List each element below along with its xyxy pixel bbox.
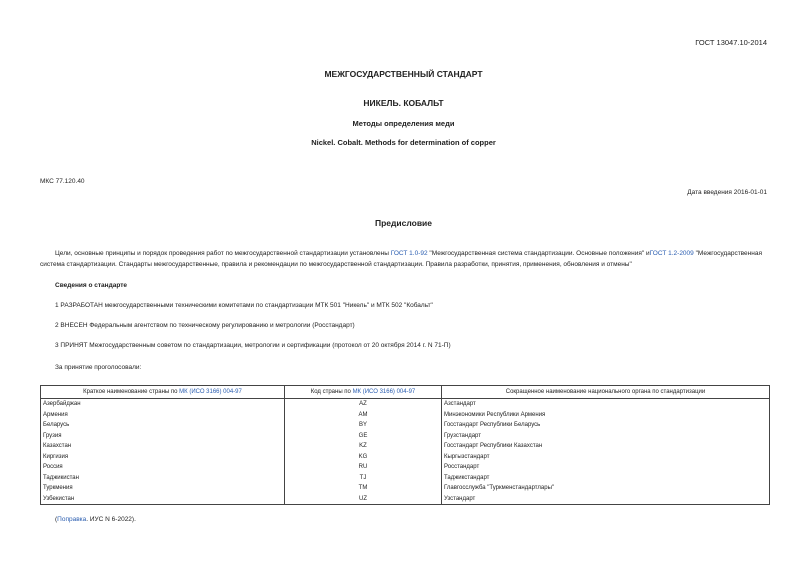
country-code-cell: AZ [285, 399, 442, 410]
para-text-1: Цели, основные принципы и порядок проведения работ по межгосударственной стандартизации установлены [55, 250, 391, 257]
col-national-body: Сокращенное наименование национального органа по стандартизации [442, 386, 770, 399]
table-header-row [41, 386, 770, 399]
country-code-cell: KZ [285, 441, 442, 452]
title-ru: НИКЕЛЬ. КОБАЛЬТ [363, 98, 444, 108]
mks-code: МКС 77.120.40 [40, 178, 85, 185]
table-row [41, 431, 770, 442]
voted-label: За принятие проголосовали: [55, 364, 142, 371]
national-body-cell: Главгосслужба "Туркменстандартлары" [442, 483, 770, 494]
country-name-cell: Киргизия [41, 452, 285, 463]
national-body-cell: Узстандарт [442, 494, 770, 505]
national-body-cell: Грузстандарт [442, 431, 770, 442]
intro-date: Дата введения 2016-01-01 [687, 189, 767, 196]
national-body-cell: Росстандарт [442, 462, 770, 473]
item-adopted: 3 ПРИНЯТ Межгосударственным советом по стандартизации, метрологии и сертификации (протокол от 20 октября 2014 г. N 71-П) [55, 342, 451, 349]
national-body-cell: Минэкономики Республики Армения [442, 410, 770, 421]
para-text-3: "Межгосударственная система стандартизации. Стандарты межгосударственные, правила и рекомендации по межгосударственной стандартизации. Правила разработки, принятия, применения, обновления и отмены" [40, 250, 762, 268]
country-name-cell: Россия [41, 462, 285, 473]
country-name-cell: Таджикистан [41, 473, 285, 484]
col2-label: Код страны по [310, 389, 353, 395]
preface-paragraph [40, 248, 770, 270]
table-row [41, 494, 770, 505]
table-row [41, 483, 770, 494]
national-body-cell: Госстандарт Республики Беларусь [442, 420, 770, 431]
item-developed: 1 РАЗРАБОТАН межгосударственными техническими комитетами по стандартизации МТК 501 "Никель" и МТК 502 "Кобальт" [55, 302, 433, 309]
national-body-cell: Азстандарт [442, 399, 770, 410]
preface-heading: Предисловие [374, 218, 433, 228]
mk-iso-link[interactable]: МК (ИСО 3166) 004-97 [352, 389, 416, 395]
col-country-name [41, 386, 285, 399]
country-code-cell: BY [285, 420, 442, 431]
national-body-cell: Госстандарт Республики Казахстан [442, 441, 770, 452]
country-code-cell: RU [285, 462, 442, 473]
table-row [41, 462, 770, 473]
country-name-cell: Азербайджан [41, 399, 285, 410]
countries-table [40, 385, 770, 505]
standard-type: МЕЖГОСУДАРСТВЕННЫЙ СТАНДАРТ [324, 69, 483, 79]
info-heading: Сведения о стандарте [55, 282, 128, 289]
country-name-cell: Грузия [41, 431, 285, 442]
item-submitted: 2 ВНЕСЕН Федеральным агентством по техническому регулированию и метрологии (Росстандарт) [55, 322, 355, 329]
gost-1-2-link[interactable]: ГОСТ 1.2-2009 [649, 250, 694, 257]
country-name-cell: Казахстан [41, 441, 285, 452]
correction-note [55, 516, 136, 523]
title-en: Nickel. Cobalt. Methods for determination of copper [311, 138, 496, 147]
col1-label: Краткое наименование страны по [83, 389, 180, 395]
country-code-cell: TJ [285, 473, 442, 484]
country-name-cell: Узбекистан [41, 494, 285, 505]
country-name-cell: Беларусь [41, 420, 285, 431]
correction-text: . ИУС N 6-2022). [86, 516, 136, 523]
country-code-cell: GE [285, 431, 442, 442]
gost-1-0-link[interactable]: ГОСТ 1.0-92 [390, 250, 428, 257]
table-row [41, 441, 770, 452]
table-row [41, 410, 770, 421]
national-body-cell: Кыргызстандарт [442, 452, 770, 463]
table-row [41, 452, 770, 463]
country-name-cell: Армения [41, 410, 285, 421]
mk-iso-link[interactable]: МК (ИСО 3166) 004-97 [179, 389, 242, 395]
paren-open: ( [55, 516, 58, 523]
col-country-code [285, 386, 442, 399]
subtitle-ru: Методы определения меди [352, 119, 455, 128]
country-code-cell: UZ [285, 494, 442, 505]
country-code-cell: KG [285, 452, 442, 463]
country-code-cell: TM [285, 483, 442, 494]
table-row [41, 473, 770, 484]
country-code-cell: AM [285, 410, 442, 421]
national-body-cell: Таджикстандарт [442, 473, 770, 484]
correction-link[interactable]: Поправка [57, 516, 87, 523]
doc-number: ГОСТ 13047.10-2014 [695, 38, 767, 47]
country-name-cell: Туркмения [41, 483, 285, 494]
table-row [41, 399, 770, 410]
para-text-2: "Межгосударственная система стандартизации. Основные положения" и [427, 250, 650, 257]
table-row [41, 420, 770, 431]
